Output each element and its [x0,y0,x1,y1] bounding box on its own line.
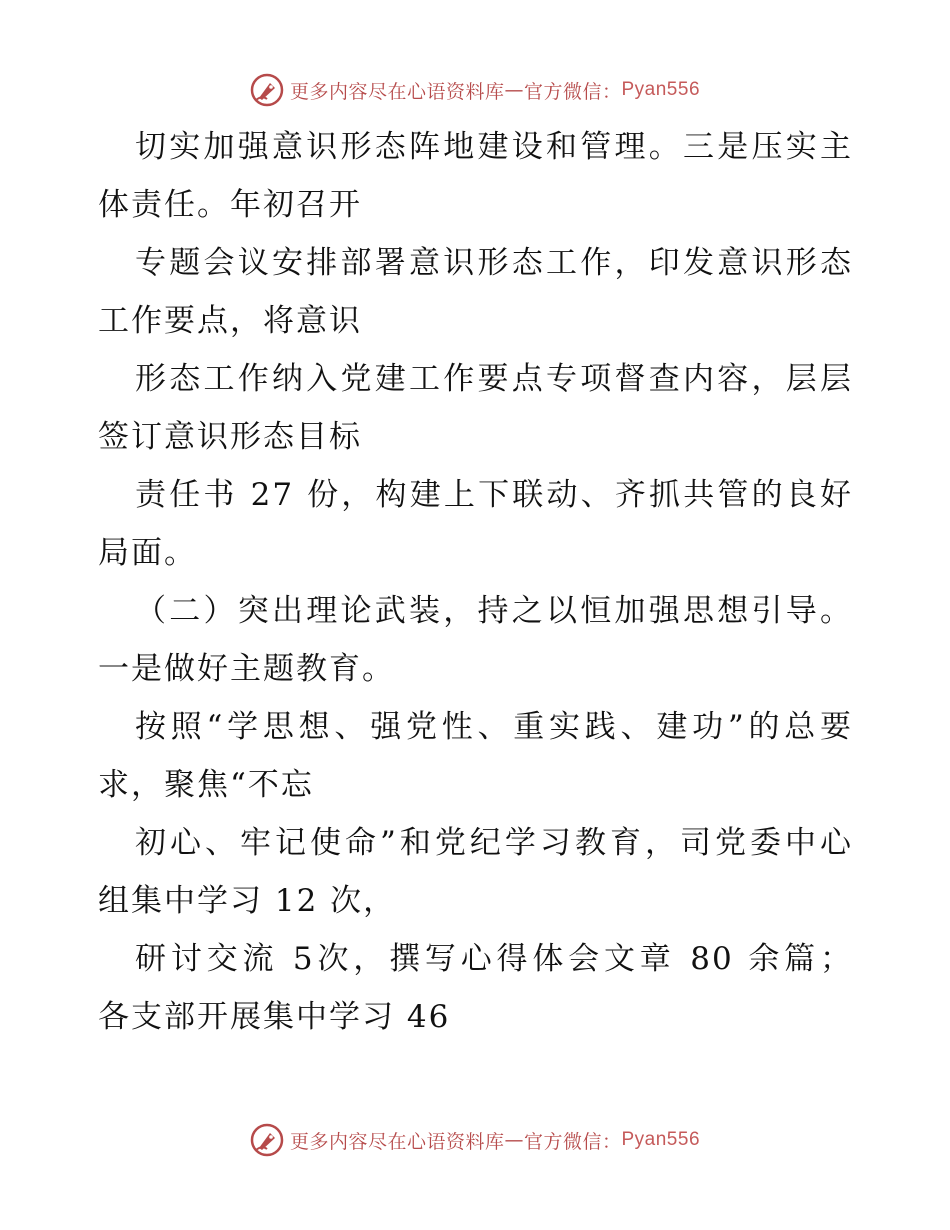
paragraph-line: 研讨交流 5次，撰写心得体会文章 80 余篇； [135,941,853,977]
paragraph [98,350,853,466]
paragraph [98,930,853,1046]
paragraph-line: 专题会议安排部署意识形态工作，印发意识形态 [135,245,853,281]
wechat-label: 官方微信： [523,1130,622,1153]
paragraph-line: （二）突出理论武装，持之以恒加强思想引导。 [135,593,853,629]
paragraph [98,466,853,582]
paragraph-line: 各支部开展集中学习 46 [98,999,451,1035]
document-body [98,118,853,1046]
paragraph-line: 组集中学习 12 次， [98,883,397,919]
header-watermark [0,70,950,110]
paragraph [98,814,853,930]
paragraph-line: 一是做好主题教育。 [98,651,395,687]
paragraph-line: 切实加强意识形态阵地建设和管理。三是压实主 [135,129,853,165]
paragraph-line: 工作要点，将意识 [98,303,362,339]
paragraph [98,118,853,234]
paragraph-line: 形态工作纳入党建工作要点专项督查内容，层层 [135,361,853,397]
watermark-text: 更多内容尽在心语资料库 [289,80,505,103]
paragraph-line: 初心、牢记使命”和党纪学习教育，司党委中心 [135,825,853,861]
paragraph [98,234,853,350]
paragraph-line: 局面。 [98,535,197,571]
pen-nib-logo-icon [250,1123,284,1157]
paragraph-line: 签订意识形态目标 [98,419,362,455]
wechat-label: 官方微信： [523,80,622,103]
watermark-separator: — [504,79,524,101]
wechat-id: Pyan556 [621,1129,701,1150]
wechat-id: Pyan556 [621,79,701,100]
paragraph-line: 按照“学思想、强党性、重实践、建功”的总要 [135,709,853,745]
pen-nib-logo-icon [250,73,284,107]
paragraph-line: 责任书 27 份，构建上下联动、齐抓共管的良好 [135,477,853,513]
paragraph-line: 求，聚焦“不忘 [98,767,314,803]
watermark-text: 更多内容尽在心语资料库 [289,1130,505,1153]
watermark-separator: — [504,1129,524,1151]
paragraph [98,582,853,698]
paragraph [98,698,853,814]
paragraph-line: 体责任。年初召开 [98,187,362,223]
footer-watermark [0,1120,950,1160]
